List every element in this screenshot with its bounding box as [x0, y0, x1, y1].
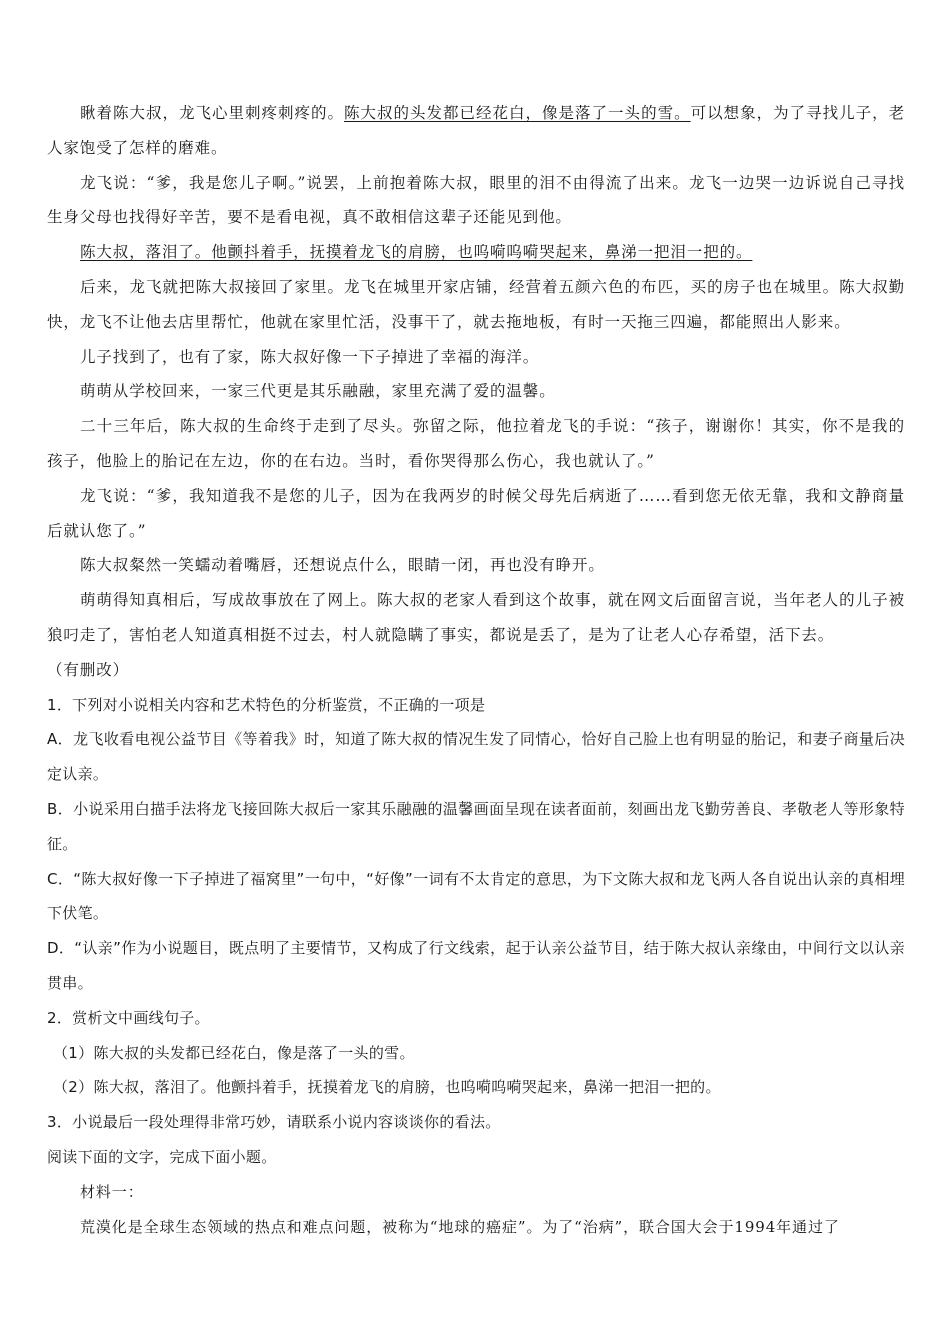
question-2: 2．赏析文中画线句子。 [47, 1008, 210, 1027]
story-paragraph-10: 萌萌得知真相后，写成故事放在了网上。陈大叔的老家人看到这个故事，就在网文后面留言说，当年老人的儿子被狼叼走了，害怕老人知道真相挺不过去，村人就隐瞒了事实，都说是丢了，是为了让老人心存希望，活下去。 [47, 591, 905, 644]
question-3: 3．小说最后一段处理得非常巧妙，请联系小说内容谈谈你的看法。 [47, 1113, 501, 1132]
story-paragraph-1 [47, 96, 905, 166]
question-1-option-d: D．“认亲”作为小说题目，既点明了主要情节，又构成了行文线索，起于认亲公益节目，结于陈大叔认亲缘由，中间行文以认亲贯串。 [47, 939, 905, 992]
story-paragraph-6: 萌萌从学校回来，一家三代更是其乐融融，家里充满了爱的温馨。 [80, 382, 556, 401]
material-paragraph: 荒漠化是全球生态领域的热点和难点问题，被称为“地球的癌症”。为了“治病”，联合国大会于1994年通过了 [80, 1217, 840, 1236]
questions-section [47, 688, 905, 1245]
story-paragraph-2: 龙飞说：“爹，我是您儿子啊。”说罢，上前抱着陈大叔，眼里的泪不由得流了出来。龙飞一边哭一边诉说自己寻找生身父母也找得好辛苦，要不是看电视，真不敢相信这辈子还能见到他。 [47, 173, 905, 227]
text-span: 可以想象，为了寻找儿子，老人家饱受了怎样的磨难。 [47, 104, 905, 157]
question-2-part-2: （2）陈大叔，落泪了。他颤抖着手，抚摸着龙飞的肩膀，也呜嗬呜嗬哭起来，鼻涕一把泪一把的。 [53, 1078, 721, 1097]
question-1-option-a: A．龙飞收看电视公益节目《等着我》时，知道了陈大叔的情况生发了同情心，恰好自己脸上也有明显的胎记，和妻子商量后决定认亲。 [47, 730, 905, 784]
underlined-sentence-2: 陈大叔，落泪了。他颤抖着手，抚摸着龙飞的肩膀，也呜嗬呜嗬哭起来，鼻涕一把泪一把的。 [80, 243, 753, 262]
story-paragraph-8: 龙飞说：“爹，我知道我不是您的儿子，因为在我两岁的时候父母先后病逝了……看到您无依无靠，我和文静商量后就认您了。” [47, 486, 905, 540]
text-span: 瞅着陈大叔，龙飞心里刺疼刺疼的。 [80, 104, 345, 122]
question-2-part-1: （1）陈大叔的头发都已经花白，像是落了一头的雪。 [53, 1043, 415, 1062]
reading-instruction: 阅读下面的文字，完成下面小题。 [47, 1147, 277, 1166]
question-1-option-b: B．小说采用白描手法将龙飞接回陈大叔后一家其乐融融的温馨画面呈现在读者面前，刻画出龙飞勤劳善良、孝敬老人等形象特征。 [47, 799, 905, 853]
question-1: 1．下列对小说相关内容和艺术特色的分析鉴赏，不正确的一项是 [47, 695, 486, 714]
story-paragraph-5: 儿子找到了，也有了家，陈大叔好像一下子掉进了幸福的海洋。 [80, 347, 540, 366]
story-paragraph-3 [47, 235, 905, 270]
document-content [47, 96, 905, 1244]
story-paragraph-7: 二十三年后，陈大叔的生命终于走到了尽头。弥留之际，他拉着龙飞的手说：“孩子，谢谢你！其实，你不是我的孩子，他脸上的胎记在左边，你的在右边。当时，看你哭得那么伤心，我也就认了。” [47, 417, 905, 470]
story-paragraph-4: 后来，龙飞就把陈大叔接回了家里。龙飞在城里开家店铺，经营着五颜六色的布匹，买的房子也在城里。陈大叔勤快，龙飞不让他去店里帮忙，他就在家里忙活，没事干了，就去拖地板，有时一天拖三四遍，都能照出人影来。 [47, 277, 905, 331]
underlined-sentence-1: 陈大叔的头发都已经花白，像是落了一头的雪。 [344, 104, 691, 122]
question-1-option-c: C．“陈大叔好像一下子掉进了福窝里”一句中，“好像”一词有不太肯定的意思，为下文陈大叔和龙飞两人各自说出认亲的真相埋下伏笔。 [47, 869, 905, 923]
material-label: 材料一： [80, 1182, 144, 1201]
source-note: （有删改） [47, 660, 130, 679]
story-paragraph-9: 陈大叔粲然一笑蠕动着嘴唇，还想说点什么，眼睛一闭，再也没有睁开。 [80, 556, 605, 575]
story-text [47, 96, 905, 688]
